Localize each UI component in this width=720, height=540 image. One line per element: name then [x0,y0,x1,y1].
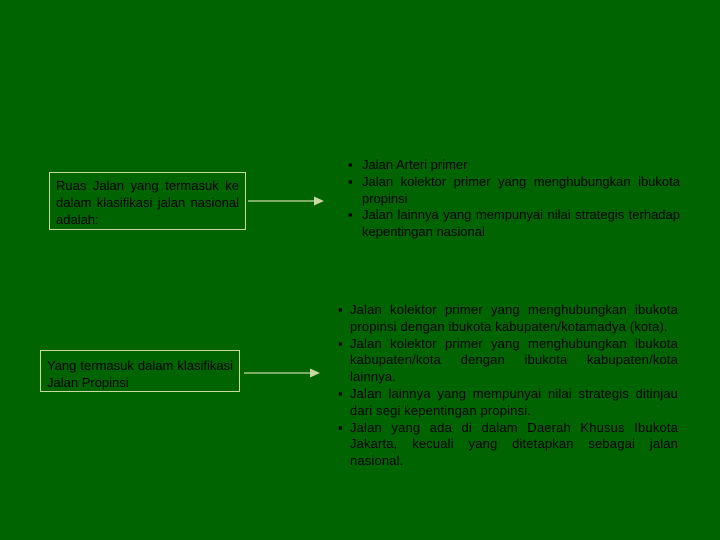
bullet-icon: ▪ [338,335,343,351]
arrow-national [248,194,326,208]
bullet-icon: ▪ [348,173,353,189]
list-item: ▪ Jalan kolektor primer yang menghubungkan ibukota propinsi [348,173,680,206]
bullet-icon: ▪ [348,207,353,223]
arrow-province [244,366,322,380]
list-item: ▪ Jalan Arteri primer [348,157,468,172]
bullet-icon: ▪ [348,157,353,172]
bullet-icon: ▪ [338,385,343,401]
list-item: ▪ Jalan kolektor primer yang menghubungkan ibukota propinsi dengan ibukota kabupaten/kotamadya (kota). [338,302,678,334]
bullet-icon: ▪ [338,419,343,435]
list-item: ▪ Jalan lainnya yang mempunyai nilai strategis ditinjau dari segi kepentingan propinsi. [338,385,678,418]
national-road-label: Ruas Jalan yang termasuk ke dalam klasifikasi jalan nasional adalah: [56,178,239,227]
list-item: ▪ Jalan yang ada di dalam Daerah Khusus Ibukota Jakarta, kecuali yang ditetapkan sebagai jalan nasional. [338,419,678,469]
province-road-label: Yang termasuk dalam klasifikasi Jalan Propinsi [47,358,233,390]
list-item: ▪ Jalan lainnya yang mempunyai nilai strategis terhadap kepentingan nasional [348,207,680,240]
national-road-list [346,157,680,241]
province-road-list [336,302,678,470]
bullet-icon: ▪ [338,302,343,317]
province-road-box [40,350,240,392]
national-road-box [49,172,246,230]
list-item: ▪ Jalan kolektor primer yang menghubungkan ibukota kabupaten/kota dengan ibukota kabupaten/kota lainnya. [338,335,678,385]
